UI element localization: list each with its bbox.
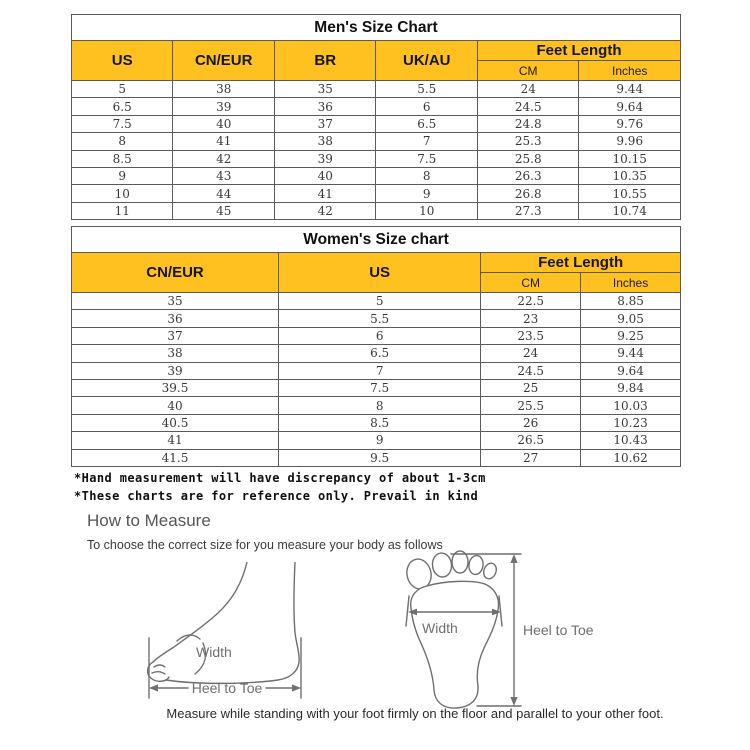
how-to-measure-heading: How to Measure	[87, 511, 211, 530]
table-cell: 9	[376, 185, 478, 202]
womens-table-body	[72, 293, 681, 467]
table-cell: 36	[274, 98, 376, 115]
table-cell: 26.5	[481, 432, 581, 449]
table-cell: 25.8	[478, 150, 579, 167]
table-cell: 40.5	[72, 414, 279, 431]
table-cell: 22.5	[481, 293, 581, 310]
table-cell: 10.15	[579, 150, 681, 167]
col-header-feet-length: Feet Length	[478, 41, 681, 61]
toe	[431, 552, 452, 578]
table-cell: 39	[72, 362, 279, 379]
table-cell: 9.64	[581, 362, 681, 379]
table-cell: 26	[481, 414, 581, 431]
table-cell: 38	[274, 133, 376, 150]
foot-sole-heel-outline	[166, 562, 299, 683]
table-cell: 9	[279, 432, 481, 449]
table-cell: 9.96	[579, 133, 681, 150]
table-cell: 42	[274, 202, 376, 219]
toe	[482, 561, 499, 580]
arrowhead-right	[292, 684, 301, 691]
table-cell: 24.5	[478, 98, 579, 115]
arrowhead-bottom	[510, 697, 517, 706]
mens-table-body	[72, 81, 681, 220]
womens-title-row	[72, 227, 681, 253]
table-cell: 25	[481, 379, 581, 396]
table-cell: 24.8	[478, 115, 579, 132]
table-row	[72, 449, 681, 466]
table-cell: 24.5	[481, 362, 581, 379]
table-cell: 6.5	[72, 98, 173, 115]
table-cell: 10.23	[581, 414, 681, 431]
table-cell: 44	[173, 185, 275, 202]
table-cell: 39	[173, 98, 275, 115]
table-cell: 9.64	[579, 98, 681, 115]
table-cell: 8	[279, 397, 481, 414]
table-cell: 23.5	[481, 327, 581, 344]
table-cell: 10.43	[581, 432, 681, 449]
table-row	[72, 185, 681, 202]
table-cell: 36	[72, 310, 279, 327]
table-row	[72, 81, 681, 98]
table-row	[72, 202, 681, 219]
col-header-us: US	[279, 253, 481, 293]
table-cell: 6	[376, 98, 478, 115]
side-heel-to-toe-label: Heel to Toe	[191, 680, 263, 696]
table-cell: 23	[481, 310, 581, 327]
table-cell: 27	[481, 449, 581, 466]
table-cell: 5	[279, 293, 481, 310]
table-cell: 40	[274, 167, 376, 184]
foot-side-view-diagram	[144, 562, 316, 704]
table-cell: 10.03	[581, 397, 681, 414]
table-cell: 35	[274, 81, 376, 98]
col-header-br: BR	[274, 41, 376, 81]
col-header-uk-au: UK/AU	[376, 41, 478, 81]
table-cell: 7.5	[279, 379, 481, 396]
width-guide-left	[406, 596, 409, 626]
table-cell: 41	[173, 133, 275, 150]
table-cell: 9.5	[279, 449, 481, 466]
col-header-cn-eur: CN/EUR	[173, 41, 275, 81]
table-row	[72, 293, 681, 310]
table-row	[72, 362, 681, 379]
table-row	[72, 345, 681, 362]
table-cell: 6.5	[376, 115, 478, 132]
col-header-inches: Inches	[579, 61, 681, 81]
table-cell: 25.3	[478, 133, 579, 150]
table-cell: 9.44	[581, 345, 681, 362]
table-cell: 26.8	[478, 185, 579, 202]
table-cell: 8	[72, 133, 173, 150]
table-cell: 35	[72, 293, 279, 310]
table-cell: 9.05	[581, 310, 681, 327]
table-row	[72, 98, 681, 115]
table-row	[72, 432, 681, 449]
womens-size-table	[71, 226, 681, 467]
table-row	[72, 327, 681, 344]
table-row	[72, 133, 681, 150]
table-cell: 5	[72, 81, 173, 98]
table-cell: 8.85	[581, 293, 681, 310]
col-header-inches: Inches	[581, 273, 681, 293]
table-cell: 7.5	[72, 115, 173, 132]
arrowhead-top	[510, 554, 517, 563]
table-cell: 10.55	[579, 185, 681, 202]
arrowhead-left	[149, 684, 158, 691]
table-cell: 24	[478, 81, 579, 98]
table-cell: 39.5	[72, 379, 279, 396]
note-hand-measurement: *Hand measurement will have discrepancy of about 1-3cm	[74, 471, 486, 485]
top-heel-to-toe-label: Heel to Toe	[523, 622, 594, 638]
table-cell: 9.44	[579, 81, 681, 98]
table-cell: 40	[173, 115, 275, 132]
table-cell: 41	[72, 432, 279, 449]
disclaimer-notes	[74, 470, 486, 505]
table-cell: 27.3	[478, 202, 579, 219]
table-cell: 41	[274, 185, 376, 202]
top-width-label: Width	[422, 620, 458, 636]
table-row	[72, 310, 681, 327]
table-cell: 5.5	[279, 310, 481, 327]
how-to-measure-intro: To choose the correct size for you measure your body as follows	[87, 538, 443, 552]
mens-table-title: Men's Size Chart	[72, 15, 681, 41]
toe-line	[154, 665, 165, 667]
table-cell: 7	[376, 133, 478, 150]
womens-header-row	[72, 253, 681, 273]
table-cell: 6	[279, 327, 481, 344]
table-row	[72, 115, 681, 132]
table-cell: 38	[72, 345, 279, 362]
table-cell: 5.5	[376, 81, 478, 98]
table-row	[72, 397, 681, 414]
toe-line	[152, 672, 165, 674]
table-row	[72, 414, 681, 431]
table-cell: 10.62	[581, 449, 681, 466]
col-header-cn-eur: CN/EUR	[72, 253, 279, 293]
table-cell: 40	[72, 397, 279, 414]
col-header-feet-length: Feet Length	[481, 253, 681, 273]
col-header-us: US	[72, 41, 173, 81]
table-cell: 7.5	[376, 150, 478, 167]
table-cell: 9.76	[579, 115, 681, 132]
measure-instruction-footer: Measure while standing with your foot firmly on the floor and parallel to your other foot.	[166, 706, 664, 721]
mens-size-table	[71, 14, 681, 220]
mens-header-row	[72, 41, 681, 61]
table-cell: 10	[72, 185, 173, 202]
table-cell: 38	[173, 81, 275, 98]
side-width-label: Width	[196, 644, 232, 660]
table-row	[72, 150, 681, 167]
table-cell: 26.3	[478, 167, 579, 184]
table-cell: 8	[376, 167, 478, 184]
foot-top-view-diagram	[393, 550, 608, 712]
table-cell: 45	[173, 202, 275, 219]
table-cell: 24	[481, 345, 581, 362]
col-header-cm: CM	[481, 273, 581, 293]
womens-table-title: Women's Size chart	[72, 227, 681, 253]
col-header-cm: CM	[478, 61, 579, 81]
table-cell: 25.5	[481, 397, 581, 414]
table-cell: 10.35	[579, 167, 681, 184]
table-cell: 6.5	[279, 345, 481, 362]
width-guide-right	[499, 596, 502, 626]
table-cell: 11	[72, 202, 173, 219]
table-cell: 37	[72, 327, 279, 344]
table-row	[72, 379, 681, 396]
foot-sole-outline	[411, 581, 499, 708]
table-row	[72, 167, 681, 184]
table-cell: 9	[72, 167, 173, 184]
note-reference-only: *These charts are for reference only. Prevail in kind	[74, 488, 479, 503]
table-cell: 8.5	[279, 414, 481, 431]
table-cell: 9.84	[581, 379, 681, 396]
table-cell: 10.74	[579, 202, 681, 219]
table-cell: 43	[173, 167, 275, 184]
table-cell: 8.5	[72, 150, 173, 167]
table-cell: 42	[173, 150, 275, 167]
table-cell: 9.25	[581, 327, 681, 344]
table-cell: 39	[274, 150, 376, 167]
table-cell: 41.5	[72, 449, 279, 466]
table-cell: 37	[274, 115, 376, 132]
mens-title-row	[72, 15, 681, 41]
table-cell: 10	[376, 202, 478, 219]
table-cell: 7	[279, 362, 481, 379]
toe	[468, 555, 485, 576]
